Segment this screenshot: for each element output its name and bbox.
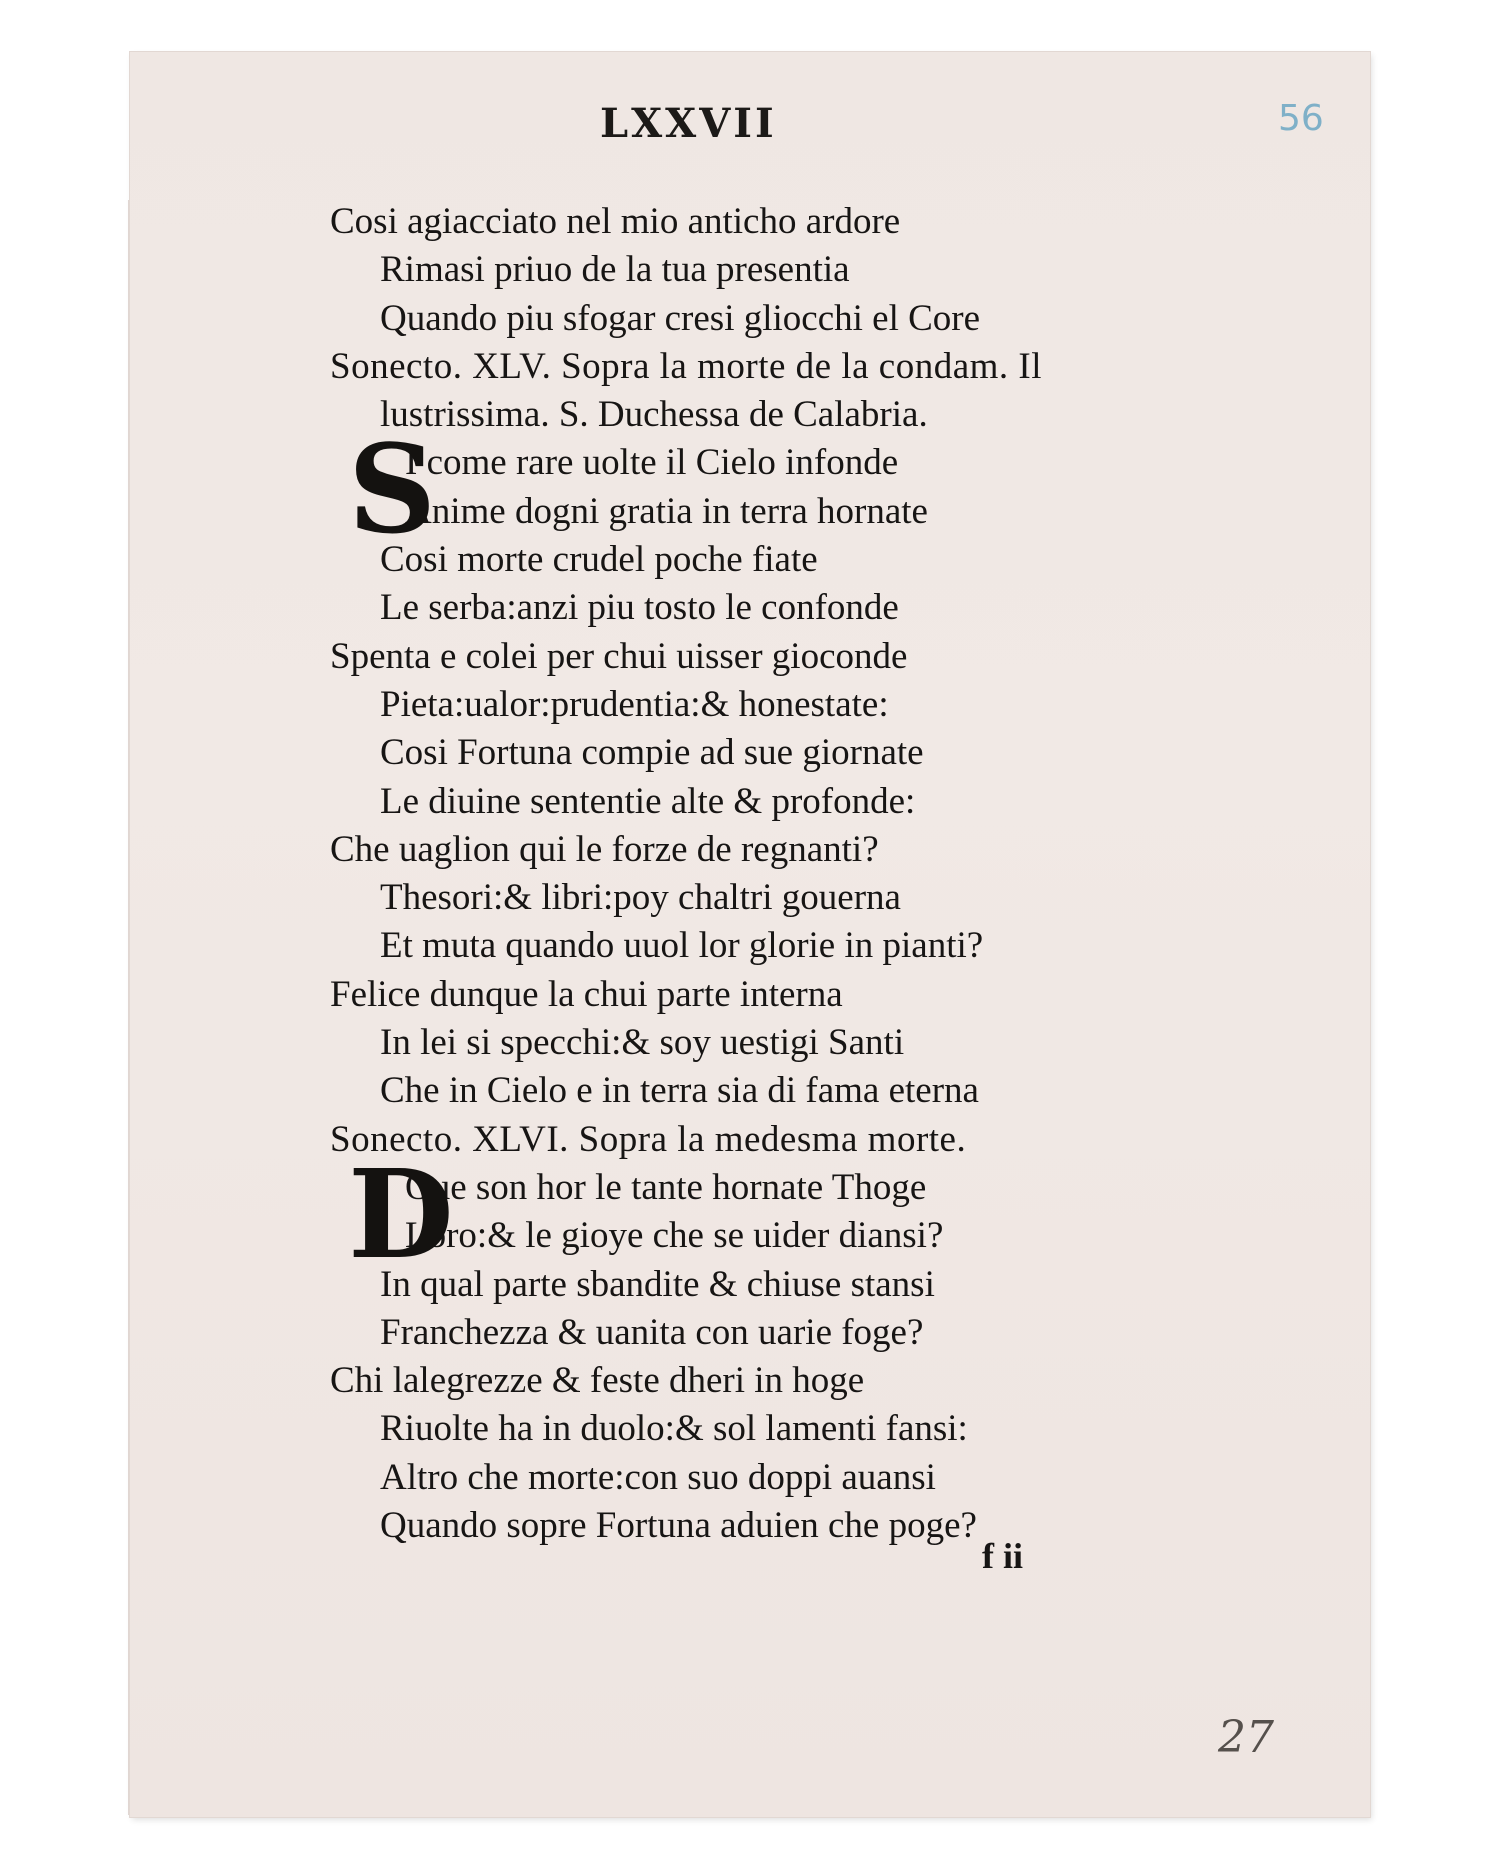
sonnet-heading: Sonecto. XLV. Sopra la morte de la condam. Il [330, 345, 1043, 387]
running-head: LXXVII [600, 100, 777, 147]
verse-line: Thesori:& libri:poy chaltri gouerna [380, 877, 901, 919]
verse-line: Quando piu sfogar cresi gliocchi el Core [380, 297, 981, 339]
verse-line: Le serba:anzi piu tosto le confonde [380, 587, 899, 629]
verse-line: Rimasi priuo de la tua presentia [380, 249, 850, 291]
verse-line: Che uaglion qui le forze de regnanti? [330, 828, 879, 870]
verse-line: Cosi Fortuna compie ad sue giornate [380, 732, 924, 774]
verse-line: Cosi morte crudel poche fiate [380, 539, 818, 581]
pencil-page-number: 27 [1218, 1712, 1274, 1763]
verse-line: Le diuine sententie alte & profonde: [380, 780, 916, 822]
pencil-folio-note: 56 [1278, 98, 1324, 139]
verse-line: Spenta e colei per chui uisser gioconde [330, 635, 908, 677]
verse-line: Anime dogni gratia in terra hornate [405, 490, 928, 532]
verse-line: Cosi agiacciato nel mio anticho ardore [330, 201, 901, 242]
verse-line: Felice dunque la chui parte interna [330, 973, 843, 1015]
sonnet-heading-cont: lustrissima. S. Duchessa de Calabria. [380, 394, 928, 436]
verse-line: Loro:& le gioye che se uider diansi? [405, 1215, 944, 1257]
sonnet-45 [330, 417, 1150, 1115]
verse-line: Chi lalegrezze & feste dheri in hoge [330, 1360, 865, 1402]
drop-cap-initial: S [348, 417, 437, 562]
verse-line: Altro che morte:con suo doppi auansi [380, 1456, 936, 1498]
verse-line: Franchezza & uanita con uarie foge? [380, 1311, 924, 1353]
verse-line: Oue son hor le tante hornate Thoge [405, 1166, 927, 1208]
verse-line: Pieta:ualor:prudentia:& honestate: [380, 683, 889, 725]
drop-cap-initial: D [348, 1141, 454, 1286]
verse-line: In lei si specchi:& soy uestigi Santi [380, 1022, 905, 1064]
verse-line: In qual parte sbandite & chiuse stansi [380, 1263, 935, 1305]
signature-mark: f ii [982, 1536, 1023, 1576]
verse-line: Che in Cielo e in terra sia di fama eterna [380, 1070, 979, 1112]
verse-line: Riuolte ha in duolo:& sol lamenti fansi: [380, 1408, 968, 1450]
verse-line: I come rare uolte il Cielo infonde [405, 442, 899, 484]
sonnet-46 [330, 1141, 1150, 1550]
verse-line: Et muta quando uuol lor glorie in pianti? [380, 925, 984, 967]
poem-text [330, 198, 1150, 1550]
verse-line: Quando sopre Fortuna aduien che poge? [380, 1505, 977, 1547]
sonnet-heading: Sonecto. XLVI. Sopra la medesma morte. [330, 1118, 967, 1160]
